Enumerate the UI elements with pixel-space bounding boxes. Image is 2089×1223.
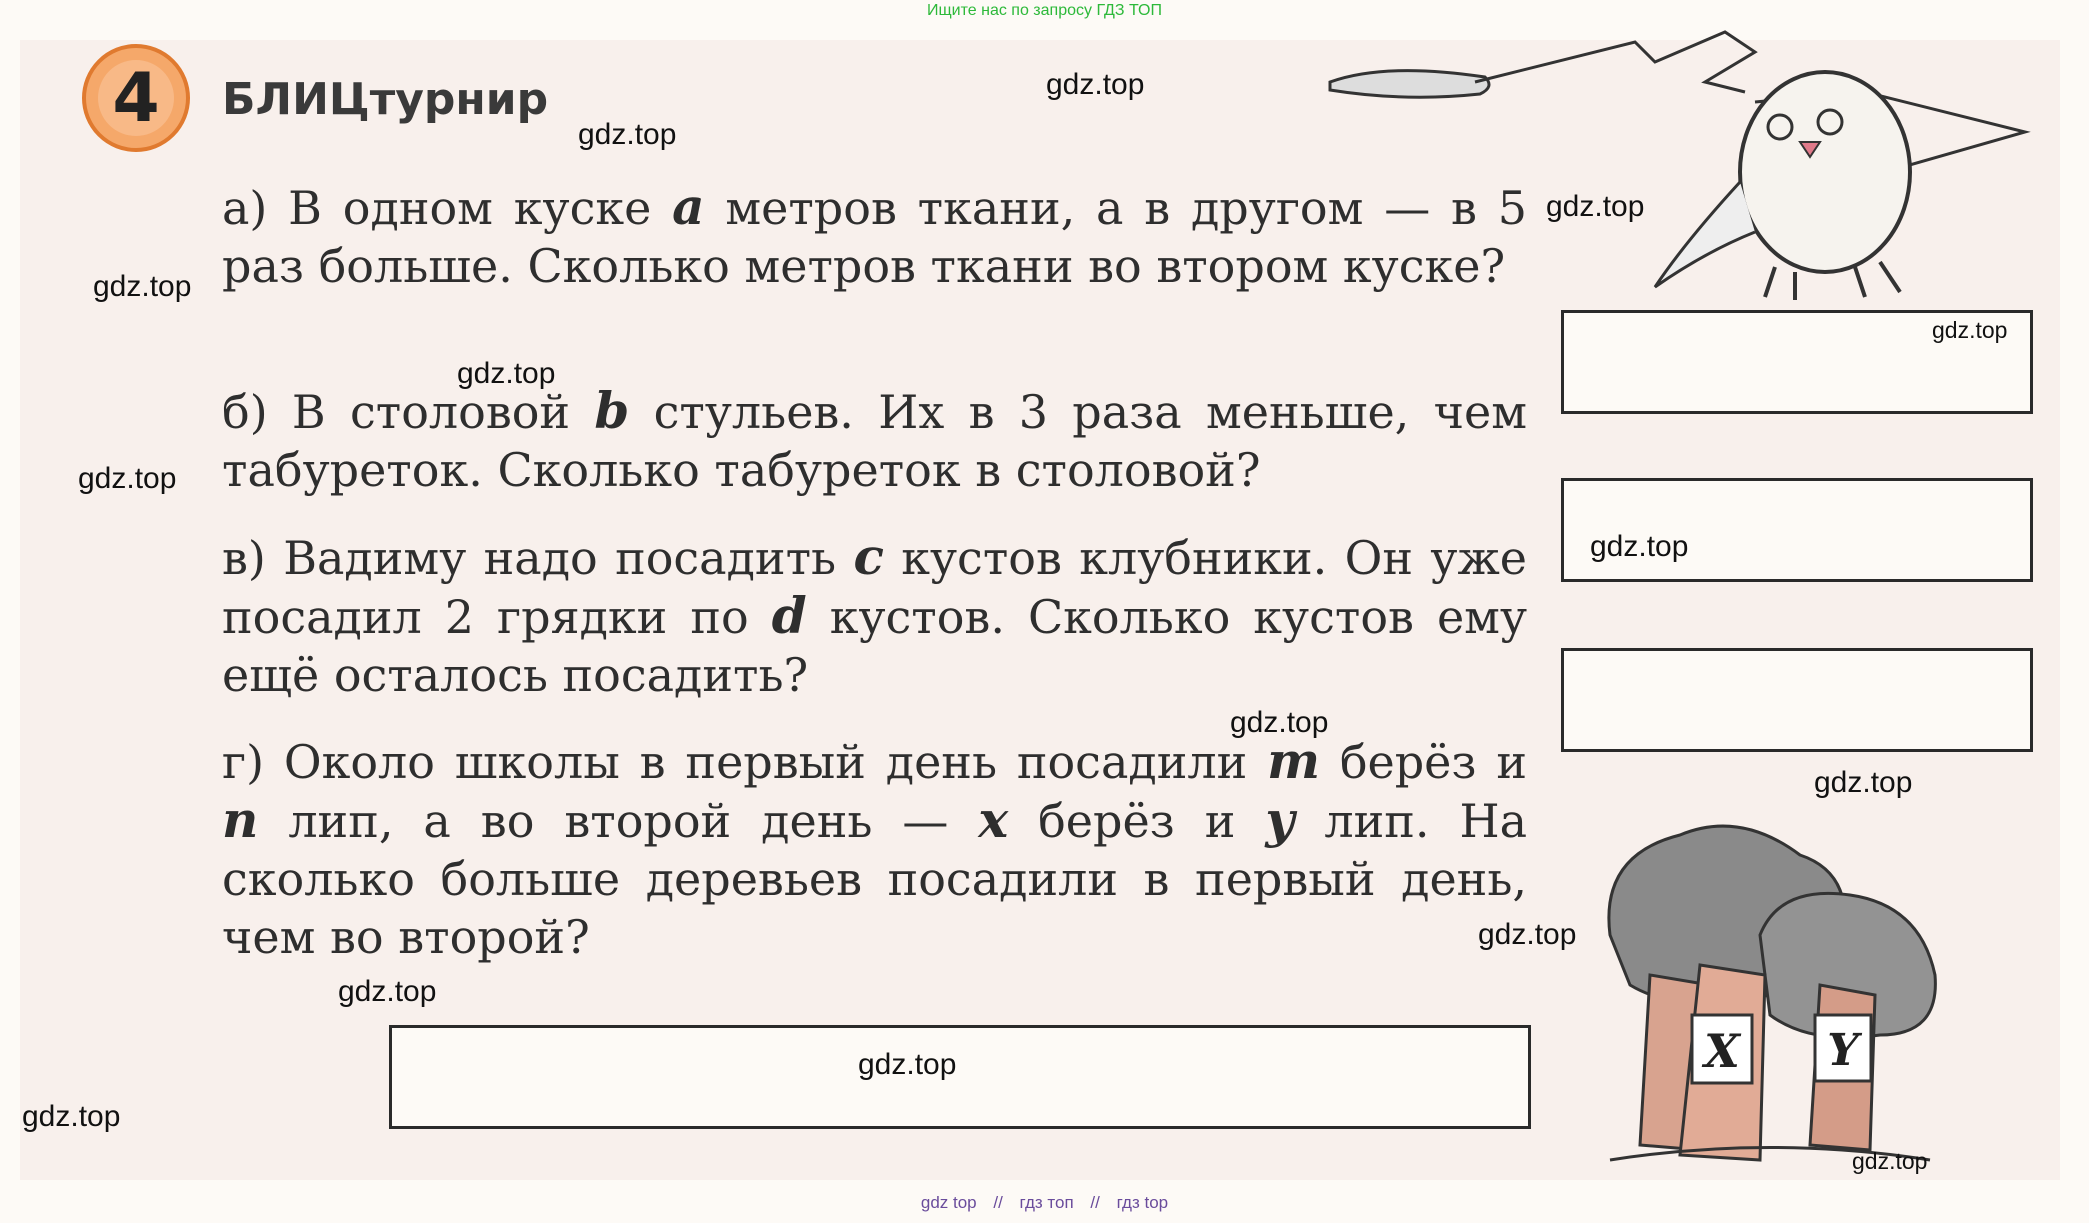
tree-sign-y-text: Y [1827, 1025, 1859, 1076]
variable-y: y [1265, 790, 1295, 849]
variable-d: d [771, 586, 807, 645]
variable-m: m [1267, 731, 1320, 790]
variable-b: b [594, 381, 630, 440]
variable-n: n [222, 790, 259, 849]
problem-v: в) Вадиму надо посадить c кустов клубники. Он уже посадил 2 грядки по d кустов. Сколько кустов ему ещё осталось посадить? [222, 527, 1528, 702]
answer-box-v[interactable] [1561, 648, 2033, 752]
watermark: gdz.top [1932, 317, 2008, 343]
watermark: gdz.top [858, 1048, 957, 1081]
problem-g: г) Около школы в первый день посадили m берёз и n лип, а во второй день — x берёз и y лип. На сколько больше деревьев посадили в первый день, чем во второй? [222, 731, 1528, 964]
watermark: gdz.top [338, 975, 437, 1008]
watermark: gdz.top [578, 118, 677, 151]
footer-link[interactable]: гдз top [1116, 1193, 1169, 1212]
owl-illustration [1325, 22, 2040, 302]
watermark: gdz.top [1852, 1148, 1928, 1174]
footer-separator: // [1090, 1193, 1100, 1212]
watermark: gdz.top [93, 270, 192, 303]
watermark: gdz.top [1046, 68, 1145, 101]
footer-separator: // [993, 1193, 1003, 1212]
watermark: gdz.top [22, 1100, 121, 1133]
trees-illustration [1590, 815, 1950, 1175]
footer-link[interactable]: гдз топ [1019, 1193, 1074, 1212]
task-number-badge [82, 44, 190, 152]
footer-link[interactable]: gdz top [920, 1193, 977, 1212]
task-title: БЛИЦтурнир [222, 74, 549, 125]
variable-a: a [672, 177, 705, 236]
watermark: gdz.top [1546, 190, 1645, 223]
watermark: gdz.top [457, 357, 556, 390]
footer [0, 1193, 2089, 1213]
variable-c: c [853, 527, 884, 586]
top-banner: Ищите нас по запросу ГДЗ ТОП [927, 2, 1162, 19]
watermark: gdz.top [1230, 706, 1329, 739]
variable-x: x [978, 790, 1009, 849]
watermark: gdz.top [1814, 766, 1913, 799]
task-number: 4 [98, 60, 174, 136]
watermark: gdz.top [1478, 918, 1577, 951]
answer-box-g[interactable] [389, 1025, 1531, 1129]
problem-a: а) В одном куске a метров ткани, а в другом — в 5 раз больше. Сколько метров ткани во втором куске? [222, 177, 1527, 293]
tree-sign-x-text: X [1704, 1024, 1740, 1078]
problem-b: б) В столовой b стульев. Их в 3 раза меньше, чем табуреток. Сколько табуреток в столовой? [222, 381, 1527, 497]
watermark: gdz.top [78, 462, 177, 495]
watermark: gdz.top [1590, 530, 1689, 563]
